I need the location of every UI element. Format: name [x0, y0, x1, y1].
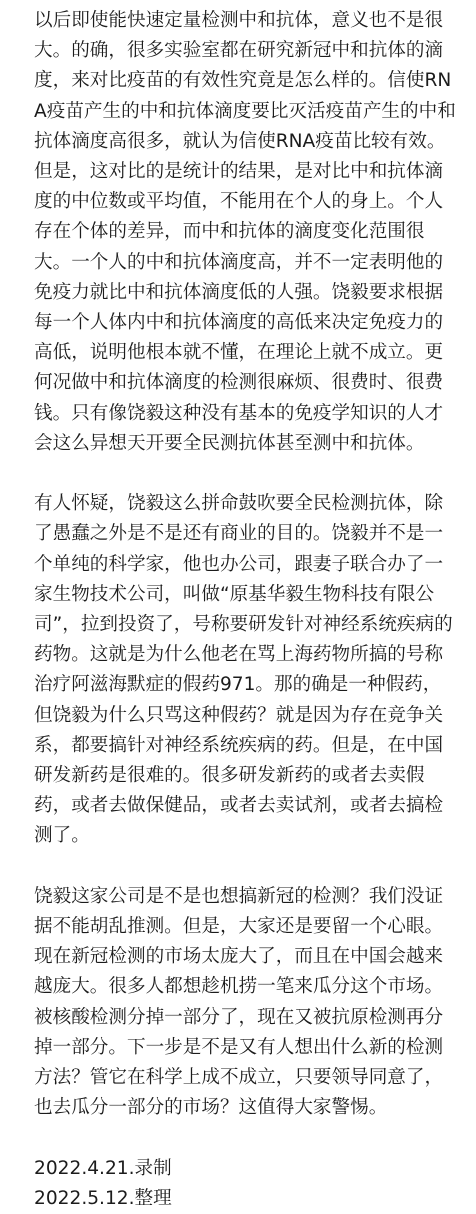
article-paragraph-2: 有人怀疑，饶毅这么拼命鼓吹要全民检测抗体，除了愚蠢之外是不是还有商业的目的。饶毅并不是一个单纯的科学家，他也办公司，跟妻子联合办了一家生物技术公司，叫做“原基华毅生物科技有限公司”，拉到投资了，号称要研发针对神经系统疾病的药物。这就是为什么他老在骂上海药物所搞的号称治疗阿滋海默症的假药971。那的确是一种假药，但饶毅为什么只骂这种假药？就是因为存在竞争关系，都要搞针对神经系统疾病的药。但是，在中国研发新药是很难的。很多研发新药的或者去卖假药，或者去做保健品，或者去卖试剂，或者去搞检测了。 [34, 493, 453, 847]
recorded-date: 2022.4.21.录制 [34, 1157, 172, 1179]
edited-date: 2022.5.12.整理 [34, 1187, 172, 1209]
article-paragraph-3: 饶毅这家公司是不是也想搞新冠的检测？我们没证据不能胡乱推测。但是，大家还是要留一个心眼。现在新冠检测的市场太庞大了，而且在中国会越来越庞大。很多人都想趁机捞一笔来瓜分这个市场。被核酸检测分掉一部分了，现在又被抗原检测再分掉一部分。下一步是不是又有人想出什么新的检测方法？管它在科学上成不成立，只要领导同意了，也去瓜分一部分的市场？这值得大家警惕。 [34, 885, 444, 1119]
article-paragraph-1: 以后即使能快速定量检测中和抗体，意义也不是很大。的确，很多实验室都在研究新冠中和抗体的滴度，来对比疫苗的有效性究竟是怎么样的。信使RNA疫苗产生的中和抗体滴度要比灭活疫苗产生的中和抗体滴度高很多，就认为信使RNA疫苗比较有效。但是，这对比的是统计的结果，是对比中和抗体滴度的中位数或平均值，不能用在个人的身上。个人存在个体的差异，而中和抗体的滴度变化范围很大。一个人的中和抗体滴度高，并不一定表明他的免疫力就比中和抗体滴度低的人强。饶毅要求根据每一个人体内中和抗体滴度的高低来决定免疫力的高低，说明他根本就不懂，在理论上就不成立。更何况做中和抗体滴度的检测很麻烦、很费时、很费钱。只有像饶毅这种没有基本的免疫学知识的人才会这么异想天开要全民测抗体甚至测中和抗体。 [34, 10, 456, 454]
article-dates [34, 1154, 458, 1214]
